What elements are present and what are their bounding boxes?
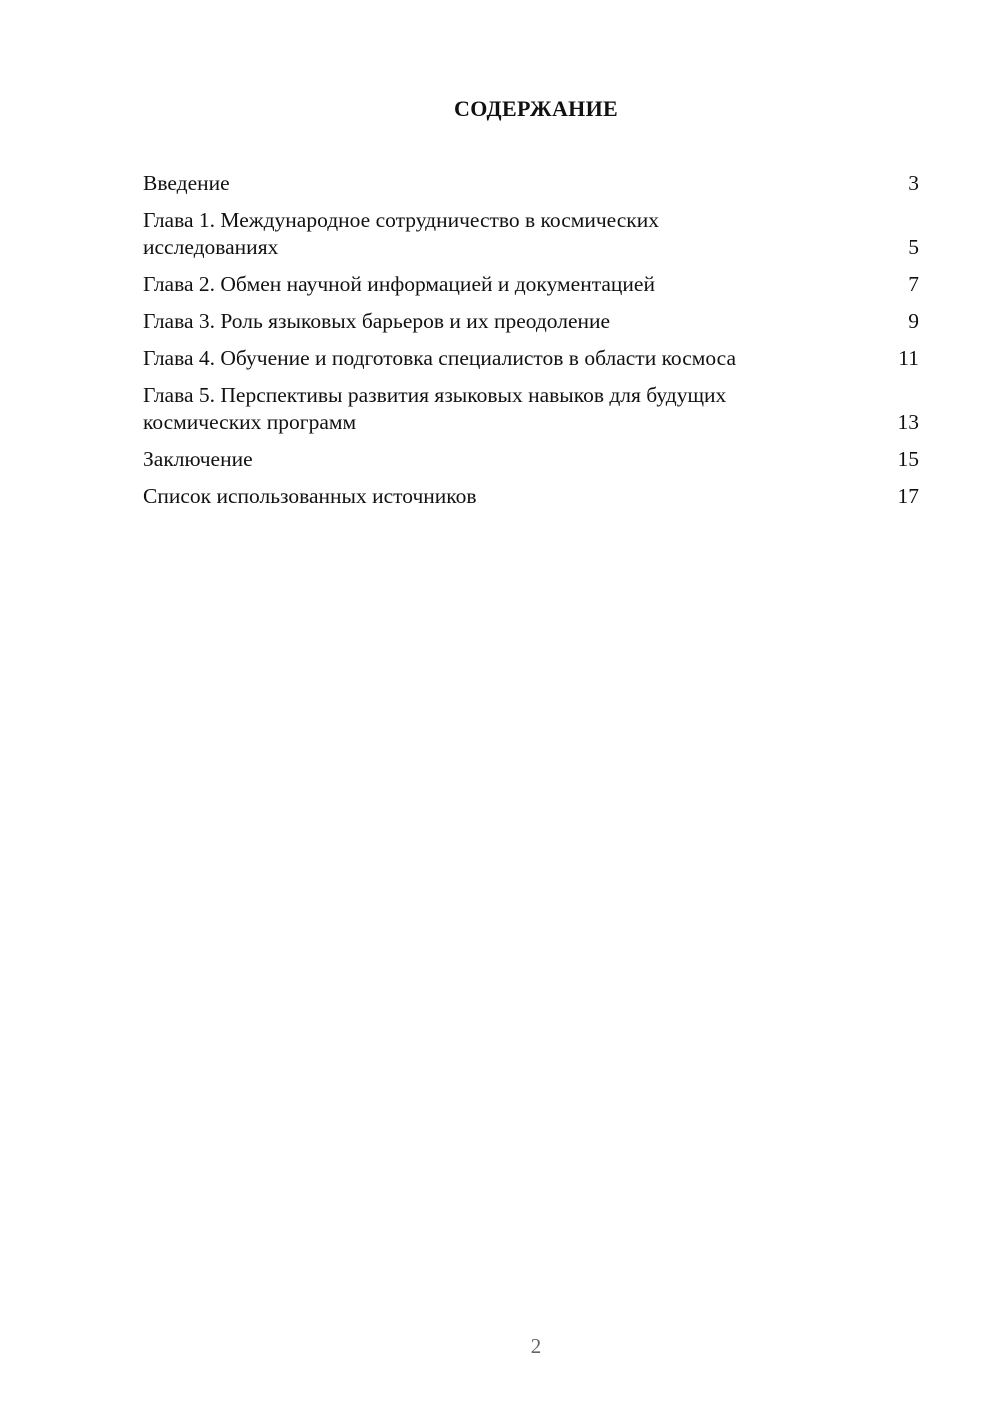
toc-entry-page: 3 xyxy=(908,171,919,195)
toc-entry-label: Глава 1. Международное сотрудничество в космических исследованиях xyxy=(143,208,659,259)
toc-entry-page: 9 xyxy=(908,309,919,333)
page-number: 2 xyxy=(530,1334,542,1358)
toc-entry-conclusion[interactable] xyxy=(143,446,919,473)
toc-entry-label: Список использованных источников xyxy=(143,484,477,508)
toc-entry-label: Заключение xyxy=(143,447,253,471)
toc-entry-chapter-2[interactable] xyxy=(143,271,919,298)
toc-entry-label: Введение xyxy=(143,171,230,195)
toc-title: СОДЕРЖАНИЕ xyxy=(454,96,618,121)
toc-entry-page: 5 xyxy=(908,235,919,259)
toc-entry-page: 13 xyxy=(897,410,919,434)
toc-entry-label: Глава 4. Обучение и подготовка специалистов в области космоса xyxy=(143,346,737,370)
toc-entry-references[interactable] xyxy=(143,483,919,510)
toc-entry-label: Глава 5. Перспективы развития языковых навыков для будущих космических программ xyxy=(143,383,727,434)
toc-entry-page: 15 xyxy=(897,447,919,471)
toc-entry-chapter-5[interactable] xyxy=(143,382,919,436)
toc-entry-page: 11 xyxy=(898,346,919,370)
toc-entry-chapter-4[interactable] xyxy=(143,345,919,372)
toc-entry-introduction[interactable] xyxy=(143,170,919,197)
toc-entry-chapter-3[interactable] xyxy=(143,308,919,335)
toc-entry-page: 7 xyxy=(908,272,919,296)
toc-entry-chapter-1[interactable] xyxy=(143,207,919,261)
toc-entry-page: 17 xyxy=(897,484,919,508)
table-of-contents xyxy=(143,170,919,520)
toc-entry-label: Глава 2. Обмен научной информацией и документацией xyxy=(143,272,655,296)
toc-entry-label: Глава 3. Роль языковых барьеров и их преодоление xyxy=(143,309,611,333)
